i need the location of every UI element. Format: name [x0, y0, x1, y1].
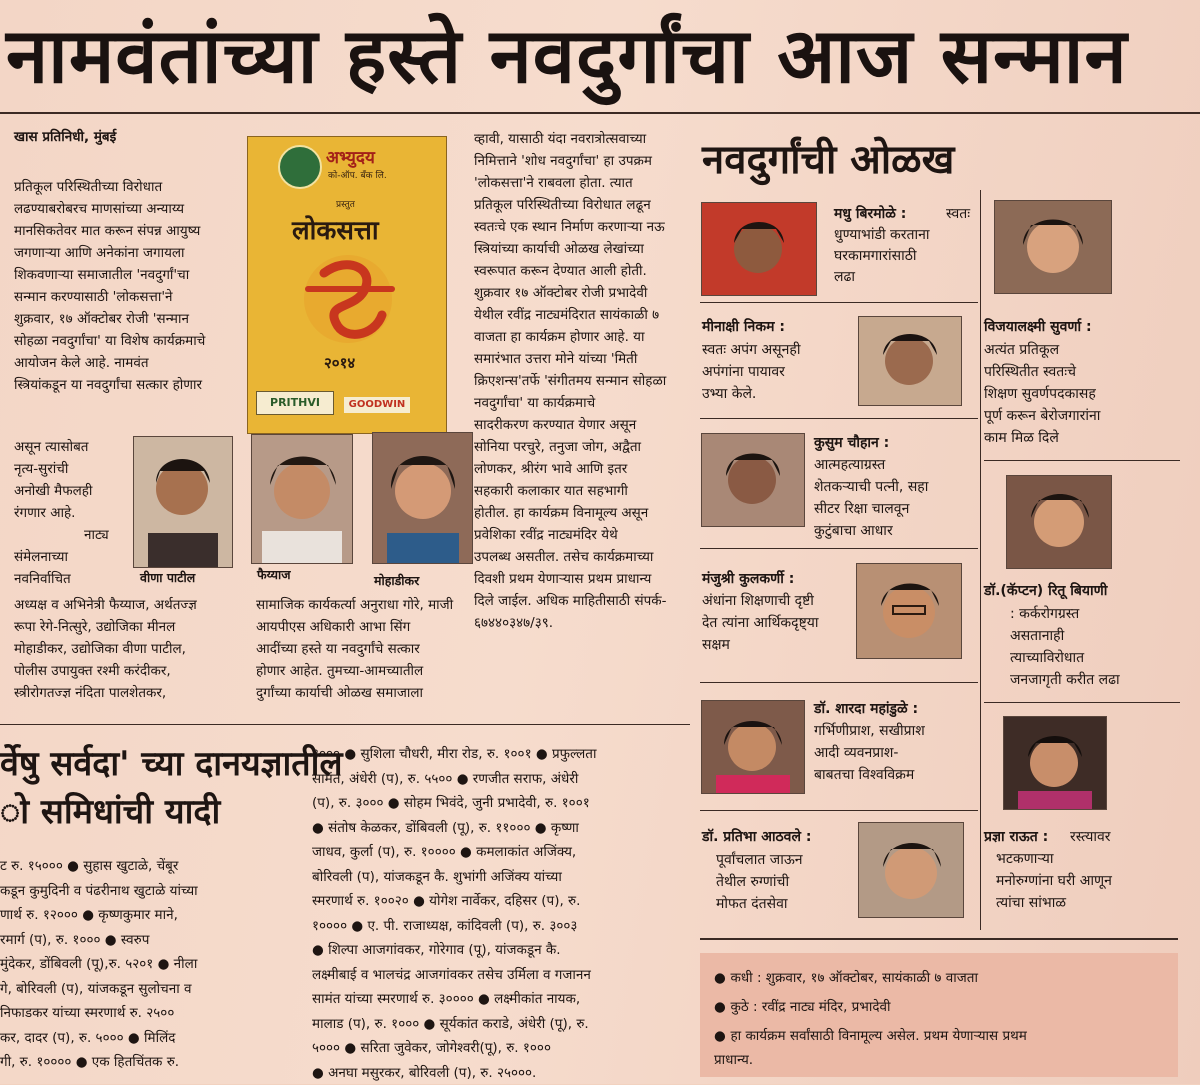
portrait-icon — [857, 564, 961, 658]
caption-mohadikar: मोहाडीकर — [374, 572, 419, 589]
bank-emblem-icon — [278, 145, 322, 189]
event-free-line-2: प्राधान्य. — [714, 1047, 753, 1073]
divider — [984, 702, 1180, 703]
photo-sharada-mahandule — [701, 700, 805, 794]
fund-right-line: ५००० ● सरिता जुवेकर, जोगेश्वरी(पू), रु. १००० — [312, 1036, 692, 1061]
profile-desc-5-1: तेथील रुग्णांची — [716, 871, 789, 893]
durga-calligraphy-icon — [278, 245, 418, 353]
profile-desc-1-0: स्वतः अपंग असूनही — [702, 339, 800, 361]
article-col3-line: नवदुर्गांचा' या कार्यक्रमाचे — [474, 392, 694, 414]
profile-desc-0-1: धुण्याभांडी करताना — [834, 224, 930, 246]
article-col2-bottom-line: आयपीएस अधिकारी आभा सिंग — [256, 616, 466, 638]
divider — [700, 682, 978, 683]
article-col1-short-line: असून त्यासोबत — [14, 436, 126, 458]
article-col1-line: लढण्याबरोबरच माणसांच्या अन्याय्य — [14, 198, 246, 220]
profile-desc-2-0: आत्महत्याग्रस्त — [814, 454, 885, 476]
profile-name-1: मीनाक्षी निकम : — [702, 316, 785, 338]
article-col1-line: शिकवणाऱ्या समाजातील 'नवदुर्गां'चा — [14, 264, 246, 286]
article-col3-line: दिले जाईल. अधिक माहितीसाठी संपर्क- — [474, 590, 694, 612]
portrait-icon — [702, 434, 804, 526]
article-col3-line: स्वतःचे एक स्थान निर्माण करणाऱ्या नऊ — [474, 216, 694, 238]
profile-desc-2-2: सीटर रिक्षा चालवून — [814, 498, 909, 520]
article-col3-line: दिवशी प्रथम येणाऱ्यास प्रथम प्राधान्य — [474, 568, 694, 590]
article-col3-line: सहकारी कलाकार यात सहभागी — [474, 480, 694, 502]
article-col2-bottom-line: होणार आहेत. तुमच्या-आमच्यातील — [256, 660, 466, 682]
event-info-box — [700, 953, 1178, 1077]
profile-desc-6-2: शिक्षण सुवर्णपदकासह — [984, 383, 1096, 405]
divider — [984, 460, 1180, 461]
profile-name-4: डॉ. शारदा महांडुळे : — [814, 698, 918, 720]
fund-left-line: गी, रु. १०००० ● एक हितचिंतक रु. — [0, 1050, 290, 1075]
article-col3-line: स्वरूपात करून देण्यात आली होती. — [474, 260, 694, 282]
portrait-icon — [702, 203, 816, 295]
profile-desc-5-0: पूर्वांचलात जाऊन — [716, 849, 803, 871]
sponsor-goodwin-logo: GOODWIN — [344, 397, 410, 413]
fund-left-line: रमार्ग (प), रु. १००० ● स्वरुप — [0, 928, 290, 953]
article-col1-bottom-line: पोलीस उपायुक्त रश्मी करंदीकर, — [14, 660, 246, 682]
article-col3-line: शुक्रवार १७ ऑक्टोबर रोजी प्रभादेवी — [474, 282, 694, 304]
profile-name-2: कुसुम चौहान : — [814, 432, 889, 454]
fund-right-line: ● संतोष केळकर, डोंबिवली (पू), रु. ११००० ● कृष्णा — [312, 816, 692, 841]
portrait-icon — [859, 317, 961, 405]
profile-desc-7-3: जनजागृती करीत लढा — [1010, 669, 1120, 691]
fund-right-line: जाधव, कुर्ला (प), रु. १०००० ● कमलाकांत अजिंक्य, — [312, 840, 692, 865]
article-col1-short-line: रंगणार आहे. — [14, 502, 126, 524]
article-col3-line: लोणकर, श्रीरंग भावे आणि इतर — [474, 458, 694, 480]
divider — [700, 418, 978, 419]
photo-kusum-chauhan — [701, 433, 805, 527]
photo-madhu-birmole — [701, 202, 817, 296]
portrait-icon — [134, 437, 232, 567]
photo-mohadikar — [372, 432, 473, 564]
article-col3-line: येथील रवींद्र नाट्यमंदिरात सायंकाळी ७ — [474, 304, 694, 326]
profile-desc-6-0: अत्यंत प्रतिकूल — [984, 339, 1059, 361]
fund-list-left — [0, 854, 290, 1075]
column-divider — [980, 190, 981, 930]
photo-pradnya-raut — [1003, 716, 1107, 810]
where-value: रवींद्र नाट्य मंदिर, प्रभादेवी — [762, 999, 891, 1015]
profile-name-5: डॉ. प्रतिभा आठवले : — [702, 826, 811, 848]
fund-right-line: ● शिल्पा आजगांवकर, गोरेगाव (पू), यांजकडून कै. — [312, 938, 692, 963]
profile-name-8: प्रज्ञा राऊत : — [984, 826, 1048, 848]
profile-desc-3-1: देत त्यांना आर्थिकदृष्ट्या — [702, 612, 819, 634]
caption-veena: वीणा पाटील — [140, 569, 195, 586]
article-col3-line: ६७४४०३४७/३९. — [474, 612, 694, 634]
article-col3-line: उपलब्ध असतील. तसेच कार्यक्रमाच्या — [474, 546, 694, 568]
sponsor-prithvi-logo: PRITHVI — [256, 391, 334, 415]
profile-desc-1-1: अपंगांना पायावर — [702, 361, 785, 383]
profile-desc-0-0: स्वतः — [946, 203, 970, 225]
when-label: कधी : — [730, 970, 761, 986]
article-col3-line: स्त्रियांच्या कार्याची ओळख लेखांच्या — [474, 238, 694, 260]
article-col1-line: मानसिकतेवर मात करून संपन्न आयुष्य — [14, 220, 246, 242]
article-col3-line: क्रिएशन्स'तर्फे 'संगीतमय सन्मान सोहळा — [474, 370, 694, 392]
profile-desc-7-0: : कर्करोगग्रस्त — [1010, 603, 1079, 625]
fund-right-line: बोरिवली (प), यांजकडून कै. शुभांगी अजिंक्य यांच्या — [312, 865, 692, 890]
profile-desc-1-2: उभ्या केले. — [702, 383, 756, 405]
logo-year: २०१४ — [324, 353, 355, 373]
profile-desc-4-2: बाबतचा विश्वविक्रम — [814, 764, 914, 786]
photo-manjushree-kulkarni — [856, 563, 962, 659]
article-col3-line: प्रवेशिका रवींद्र नाट्यमंदिर येथे — [474, 524, 694, 546]
fund-left-line: ट रु. १५००० ● सुहास खुटाळे, चेंबूर — [0, 854, 290, 879]
profile-desc-7-1: असतानाही — [1010, 625, 1064, 647]
fund-right-line: स्मरणार्थ रु. १००२० ● योगेश नार्वेकर, दहिसर (प), रु. — [312, 889, 692, 914]
profile-desc-0-2: घरकामगारांसाठी — [834, 245, 916, 267]
portrait-icon — [252, 435, 352, 563]
where-label: कुठे : — [730, 999, 757, 1015]
fund-right-line: १००० ● सुशिला चौधरी, मीरा रोड, रु. १००१ ● प्रफुल्लता — [312, 742, 692, 767]
article-col3-line: व्हावी, यासाठी यंदा नवरात्रोत्सवाच्या — [474, 128, 694, 150]
caption-faiyyaz: फैय्याज — [257, 566, 291, 583]
profile-name-3: मंजुश्री कुलकर्णी : — [702, 568, 794, 590]
free-entry-text: हा कार्यक्रम सर्वांसाठी विनामूल्य असेल. प्रथम येणाऱ्यास प्रथम — [730, 1028, 1026, 1044]
portrait-icon — [1004, 717, 1106, 809]
divider — [700, 938, 1178, 940]
profile-desc-6-4: काम मिळ दिले — [984, 427, 1059, 449]
article-col3-line: समारंभात उत्तरा मोने यांच्या 'मिती — [474, 348, 694, 370]
bank-subtitle: को-ऑप. बँक लि. — [328, 168, 387, 181]
article-column-3 — [474, 128, 694, 634]
divider — [700, 302, 978, 303]
fund-left-line: निफाडकर यांच्या स्मरणार्थ रु. २५०० — [0, 1001, 290, 1026]
fund-right-line: लक्ष्मीबाई व भालचंद्र आजगांवकर तसेच उर्मिला व गजानन — [312, 963, 692, 988]
paper-name: लोकसत्ता — [292, 211, 379, 247]
profile-desc-2-3: कुटुंबाचा आधार — [814, 520, 893, 542]
photo-ritu-biyani — [1006, 475, 1112, 569]
article-col1-short-line: नाट्य — [14, 524, 126, 546]
photo-meenakshi-nikam — [858, 316, 962, 406]
fund-left-line: मुंदेकर, डोंबिवली (पू),रु. ५२०१ ● नीला — [0, 952, 290, 977]
article-column-1-short — [14, 436, 126, 590]
profile-desc-4-0: गर्भिणीप्राश, सखीप्राश — [814, 720, 925, 742]
article-col1-bottom-line: स्त्रीरोगतज्ज्ञ नंदिता पालशेतकर, — [14, 682, 246, 704]
profile-desc-0-3: लढा — [834, 266, 855, 288]
fund-list-title-2: ो समिधांची यादी — [0, 790, 220, 834]
fund-right-line: सामंत, अंधेरी (प), रु. ५५०० ● रणजीत सराफ, अंधेरी — [312, 767, 692, 792]
fund-right-line: सामंत यांच्या स्मरणार्थ रु. ३०००० ● लक्ष्मीकांत नायक, — [312, 987, 692, 1012]
article-col1-bottom-line: मोहाडीकर, उद्योजिका वीणा पाटील, — [14, 638, 246, 660]
article-column-2-bottom — [256, 594, 466, 704]
fund-left-line: कर, दादर (प), रु. ५००० ● मिलिंद — [0, 1026, 290, 1051]
divider — [700, 548, 978, 549]
fund-left-line: गे, बोरिवली (प), यांजकडून सुलोचना व — [0, 977, 290, 1002]
event-free-line-1: ● हा कार्यक्रम सर्वांसाठी विनामूल्य असेल. प्रथम येणाऱ्यास प्रथम — [714, 1023, 1027, 1049]
article-col1-line: सन्मान करण्यासाठी 'लोकसत्ता'ने — [14, 286, 246, 308]
article-col1-short-line: नवनिर्वाचित — [14, 568, 126, 590]
portrait-icon — [995, 201, 1111, 293]
divider — [0, 724, 690, 725]
article-col1-short-line: संमेलनाच्या — [14, 546, 126, 568]
profile-desc-5-2: मोफत दंतसेवा — [716, 893, 788, 915]
article-col1-line: प्रतिकूल परिस्थितीच्या विरोधात — [14, 176, 246, 198]
profile-desc-8-1: भटकणाऱ्या — [996, 848, 1053, 870]
divider — [700, 810, 978, 811]
article-col2-bottom-line: आदींच्या हस्ते या नवदुर्गांचे सत्कार — [256, 638, 466, 660]
fund-right-line: (प), रु. ३००० ● सोहम भिवंदे, जुनी प्रभादेवी, रु. १००१ — [312, 791, 692, 816]
profile-desc-6-1: परिस्थितीत स्वतःचे — [984, 361, 1076, 383]
profile-desc-8-3: त्यांचा सांभाळ — [996, 892, 1066, 914]
profile-desc-3-2: सक्षम — [702, 634, 730, 656]
photo-vijayalakshmi-suvarna — [994, 200, 1112, 294]
profile-desc-8-0: रस्त्यावर — [1070, 826, 1111, 848]
portrait-icon — [1007, 476, 1111, 568]
article-col1-bottom-line: अध्यक्ष व अभिनेत्री फैय्याज, अर्थतज्ज्ञ — [14, 594, 246, 616]
byline: खास प्रतिनिधी, मुंबई — [14, 126, 116, 148]
fund-right-line: १०००० ● ए. पी. राजाध्यक्ष, कांदिवली (प), रु. ३००३ — [312, 914, 692, 939]
profile-name-0: मधु बिरमोळे : — [834, 203, 906, 225]
profile-desc-6-3: पूर्ण करून बेरोजगारांना — [984, 405, 1100, 427]
profile-desc-4-1: आदी व्यवनप्राश- — [814, 742, 898, 764]
article-col3-line: सादरीकरण करण्यात येणार असून — [474, 414, 694, 436]
fund-list-right — [312, 742, 692, 1085]
bank-name: अभ्युदय — [326, 145, 375, 168]
portrait-icon — [859, 823, 963, 917]
article-col1-short-line: नृत्य-सुरांची — [14, 458, 126, 480]
profile-name-6: विजयालक्ष्मी सुवर्णा : — [984, 316, 1092, 338]
profile-desc-8-2: मनोरुग्णांना घरी आणून — [996, 870, 1112, 892]
article-column-1-bottom — [14, 594, 246, 704]
photo-faiyyaz — [251, 434, 353, 564]
article-col1-bottom-line: रूपा रेगे-नित्सुरे, उद्योजिका मीनल — [14, 616, 246, 638]
portrait-icon — [702, 701, 804, 793]
article-col1-line: शुक्रवार, १७ ऑक्टोबर रोजी 'सन्मान — [14, 308, 246, 330]
profile-desc-3-0: अंधांना शिक्षणाची दृष्टी — [702, 590, 814, 612]
fund-list-title-1: र्वेषु सर्वदा' च्या दानयज्ञातील — [0, 742, 343, 786]
article-col2-bottom-line: दुर्गांच्या कार्याची ओळख समाजाला — [256, 682, 466, 704]
article-col3-line: सोनिया परचुरे, तनुजा जोग, अद्वैता — [474, 436, 694, 458]
fund-right-line: ● अनघा मसुरकर, बोरिवली (प), रु. २५०००. — [312, 1061, 692, 1085]
when-value: शुक्रवार, १७ ऑक्टोबर, सायंकाळी ७ वाजता — [766, 970, 978, 986]
article-col2-bottom-line: सामाजिक कार्यकर्त्या अनुराधा गोरे, माजी — [256, 594, 466, 616]
article-col1-line: सोहळा नवदुर्गांचा' या विशेष कार्यक्रमाचे — [14, 330, 246, 352]
profile-name-7: डॉ.(कॅप्टन) रितू बियाणी — [984, 580, 1107, 602]
navdurga-event-logo — [247, 136, 447, 434]
event-when: ● कधी : शुक्रवार, १७ ऑक्टोबर, सायंकाळी ७ वाजता — [714, 965, 978, 991]
fund-right-line: मालाड (प), रु. १००० ● सूर्यकांत कराडे, अंधेरी (पू), रु. — [312, 1012, 692, 1037]
article-col1-line: आयोजन केले आहे. नामवंत — [14, 352, 246, 374]
portrait-icon — [373, 433, 472, 563]
presents-label: प्रस्तुत — [336, 197, 355, 210]
article-col1-line: जगणाऱ्या आणि अनेकांना जगायला — [14, 242, 246, 264]
article-col1-line: स्त्रियांकडून या नवदुर्गांचा सत्कार होणार — [14, 374, 246, 396]
article-column-1 — [14, 176, 246, 396]
article-col3-line: निमित्ताने 'शोध नवदुर्गांचा' हा उपक्रम — [474, 150, 694, 172]
headline: नामवंतांच्या हस्ते नवदुर्गांचा आज सन्मान — [6, 6, 1196, 106]
article-col3-line: होतील. हा कार्यक्रम विनामूल्य असून — [474, 502, 694, 524]
event-where: ● कुठे : रवींद्र नाट्य मंदिर, प्रभादेवी — [714, 994, 891, 1020]
article-col1-short-line: अनोखी मैफलही — [14, 480, 126, 502]
fund-left-line: कडून कुमुदिनी व पंढरीनाथ खुटाळे यांच्या — [0, 879, 290, 904]
photo-pratibha-athavale — [858, 822, 964, 918]
fund-left-line: णार्थ रु. १२००० ● कृष्णकुमार माने, — [0, 903, 290, 928]
article-col3-line: 'लोकसत्ता'ने राबवला होता. त्यात — [474, 172, 694, 194]
profile-desc-2-1: शेतकऱ्याची पत्नी, सहा — [814, 476, 928, 498]
profile-desc-7-2: त्याच्याविरोधात — [1010, 647, 1084, 669]
headline-rule — [0, 112, 1200, 114]
article-col3-line: वाजता हा कार्यक्रम होणार आहे. या — [474, 326, 694, 348]
photo-veena-patil — [133, 436, 233, 568]
article-col3-line: प्रतिकूल परिस्थितीच्या विरोधात लढून — [474, 194, 694, 216]
navdurga-section-title: नवदुर्गांची ओळख — [702, 130, 954, 185]
